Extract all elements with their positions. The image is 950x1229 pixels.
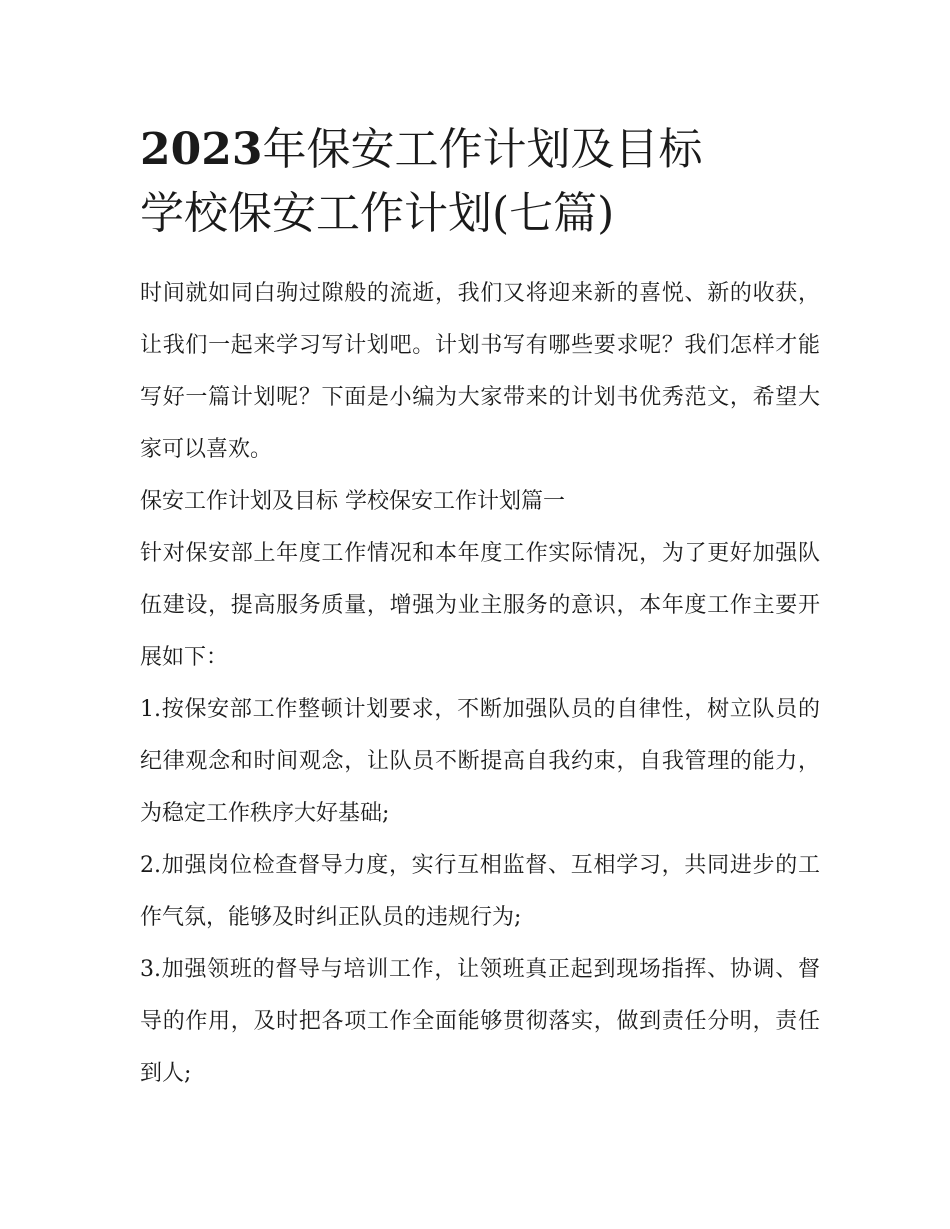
document-body (140, 268, 820, 1100)
document-page (140, 118, 820, 1100)
document-title (140, 118, 820, 246)
list-item-2: 2.加强岗位检查督导力度，实行互相监督、互相学习，共同进步的工作气氛，能够及时纠正队员的违规行为; (140, 853, 820, 930)
title-line1-text: 年保安工作计划及目标 (262, 124, 703, 175)
list-item-3: 3.加强领班的督导与培训工作，让领班真正起到现场指挥、协调、督导的作用，及时把各项工作全面能够贯彻落实，做到责任分明，责任到人; (140, 957, 820, 1086)
intro-paragraph: 时间就如同白驹过隙般的流逝，我们又将迎来新的喜悦、新的收获，让我们一起来学习写计划吧。计划书写有哪些要求呢？我们怎样才能写好一篇计划呢？下面是小编为大家带来的计划书优秀范文，希望大家可以喜欢。 (140, 281, 820, 462)
section-intro-paragraph: 针对保安部上年度工作情况和本年度工作实际情况，为了更好加强队伍建设，提高服务质量，增强为业主服务的意识，本年度工作主要开展如下： (140, 541, 820, 670)
title-line2-text: 学校保安工作计划(七篇) (140, 188, 615, 239)
list-item-1: 1.按保安部工作整顿计划要求，不断加强队员的自律性，树立队员的纪律观念和时间观念，让队员不断提高自我约束，自我管理的能力，为稳定工作秩序大好基础; (140, 697, 820, 826)
title-year: 2023 (140, 124, 263, 175)
section-heading: 保安工作计划及目标 学校保安工作计划篇一 (140, 489, 565, 514)
